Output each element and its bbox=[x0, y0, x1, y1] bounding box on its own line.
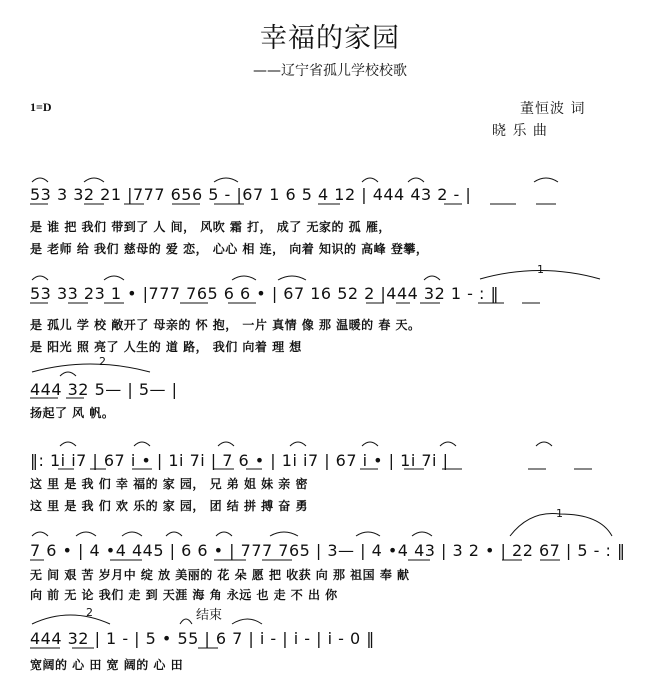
notation-row-3: 444 32 5— | 5— | bbox=[30, 380, 178, 399]
slur bbox=[60, 442, 76, 446]
slur bbox=[76, 532, 96, 536]
song-subtitle: ——辽宁省孤儿学校校歌 bbox=[253, 63, 407, 79]
slur bbox=[216, 532, 232, 536]
slur bbox=[122, 532, 142, 536]
slur bbox=[440, 442, 456, 446]
slur bbox=[408, 178, 424, 182]
key-signature: 1=D bbox=[30, 100, 52, 114]
volta-number-2: 2 bbox=[99, 355, 106, 368]
slur bbox=[362, 178, 378, 182]
lyric-row-5-verse-1: 无 间 艰 苦 岁月中 绽 放 美丽的 花 朵 愿 把 收获 向 那 祖国 奉 献 bbox=[30, 568, 410, 582]
slur bbox=[60, 372, 76, 376]
slur bbox=[536, 442, 552, 446]
slur bbox=[270, 532, 298, 536]
lyric-row-4-verse-1: 这 里 是 我 们 幸 福的 家 园， 兄 弟 姐 妹 亲 密 bbox=[30, 477, 308, 491]
slur bbox=[232, 619, 262, 624]
notation-row-1: 53 3 32 21 |777 656 5 - |67 1 6 5 4 12 | 444 43 2 - | bbox=[30, 185, 472, 204]
slur bbox=[32, 276, 48, 280]
slur bbox=[232, 276, 256, 280]
lyricist-credit: 董恒波 词 bbox=[520, 101, 586, 117]
slur bbox=[84, 178, 104, 182]
lyric-row-2-verse-1: 是 孤儿 学 校 敞开了 母亲的 怀 抱， 一片 真情 像 那 温暖的 春 天。 bbox=[30, 318, 421, 332]
slur bbox=[166, 532, 182, 536]
slur bbox=[32, 178, 48, 182]
slur bbox=[32, 532, 48, 536]
lyric-row-1-verse-2: 是 老师 给 我们 慈母的 爱 恋， 心心 相 连， 向着 知识的 高峰 登攀， bbox=[30, 242, 429, 256]
volta-bracket-2 bbox=[32, 615, 110, 624]
lyric-row-6: 宽阔的 心 田 宽 阔的 心 田 bbox=[30, 658, 184, 672]
slur bbox=[412, 532, 432, 536]
slur bbox=[534, 178, 558, 182]
song-title: 幸福的家园 bbox=[260, 23, 400, 54]
notation-row-2: 53 33 23 1 • |777 765 6 6 • | 67 16 52 2 |444 32 1 - : ‖ bbox=[30, 284, 499, 303]
lyric-row-5-verse-2: 向 前 无 论 我们 走 到 天涯 海 角 永远 也 走 不 出 你 bbox=[30, 588, 338, 602]
lyric-row-1-verse-1: 是 谁 把 我们 带到了 人 间， 风吹 霜 打， 成了 无家的 孤 雁， bbox=[30, 220, 391, 234]
slur bbox=[290, 442, 306, 446]
slur bbox=[134, 442, 150, 446]
lyric-row-4-verse-2: 这 里 是 我 们 欢 乐的 家 园， 团 结 拼 搏 奋 勇 bbox=[30, 499, 308, 513]
slur bbox=[356, 532, 380, 536]
slur bbox=[218, 442, 234, 446]
volta-number-2: 2 bbox=[86, 606, 93, 619]
slur bbox=[180, 619, 192, 624]
notation-row-4: ‖: 1i i7 | 67 i • | 1i 7i | 7 6 • | 1i i7 | 67 i • | 1i 7i | bbox=[30, 451, 449, 470]
slur bbox=[362, 442, 378, 446]
volta-bracket-2 bbox=[32, 364, 150, 372]
slur bbox=[278, 276, 306, 280]
composer-credit: 晓 乐 曲 bbox=[492, 123, 548, 139]
notation-row-6: 444 32 | 1 - | 5 • 55 | 6 7 | i - | i - | i - 0 ‖ bbox=[30, 629, 375, 648]
fine-label: 结束 bbox=[196, 608, 223, 623]
volta-number-1: 1 bbox=[537, 263, 544, 276]
slur bbox=[104, 276, 124, 280]
lyric-row-2-verse-2: 是 阳光 照 亮了 人生的 道 路， 我们 向着 理 想 bbox=[30, 340, 302, 354]
volta-number-1: 1 bbox=[556, 507, 563, 520]
slur bbox=[424, 276, 440, 280]
notation-row-5: 7 6 • | 4 •4 445 | 6 6 • | 777 765 | 3— | 4 •4 43 | 3 2 • | 22 67 | 5 - : ‖ bbox=[30, 541, 626, 560]
note-underlines bbox=[30, 204, 592, 648]
lyric-row-3: 扬起了 风 帆。 bbox=[30, 406, 115, 420]
slur bbox=[214, 178, 238, 182]
